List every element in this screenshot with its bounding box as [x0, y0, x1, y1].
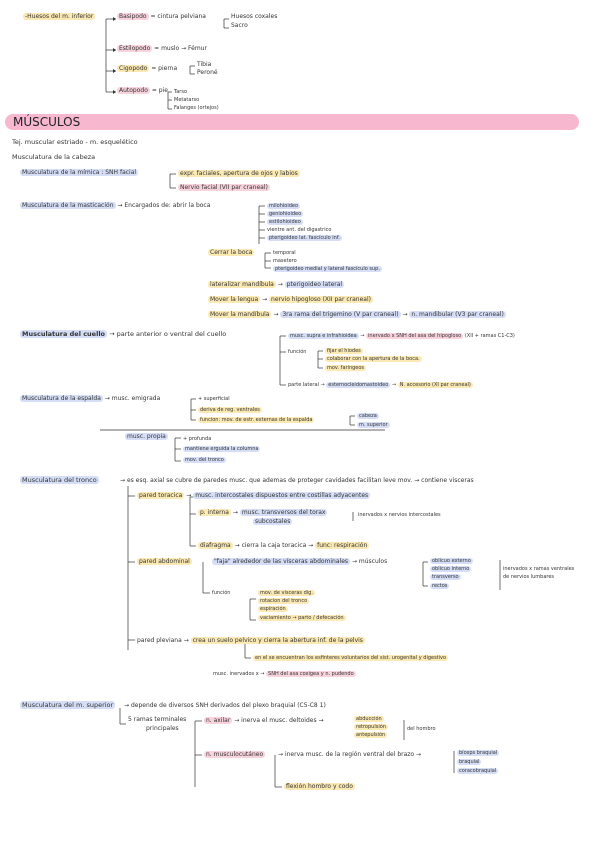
cuello-funcion: función [288, 349, 307, 355]
autopodo: Autopodo = pie [119, 87, 168, 94]
basipodo-item: Huesos coxales [231, 13, 278, 20]
cuello-musc: musc. supra e infrahioidea → inervado x SNH del asa del hipogloso (XII + ramas C1-C3) [290, 333, 515, 339]
flexion-label: flexión hombro y codo [286, 783, 353, 790]
autopodo-item: Tarso [174, 89, 188, 95]
abrir-item: estilohioideo [269, 219, 301, 225]
mover-mandibula-label: Mover la mandíbula → 3ra rama del trigemino (V par craneal) → n. mandibular (V3 par craneal) [210, 311, 504, 318]
principales-label: principales [146, 725, 179, 732]
musculocutaneo-item: coracobraquial [459, 768, 497, 774]
espalda-func-item: m. superior [359, 422, 388, 428]
section-banner [5, 114, 579, 130]
abd-funcion-item: mov. de visceras dig. [260, 590, 313, 596]
abd-funcion-item: vaciamiento → parto / defecación [260, 615, 344, 621]
ramas-label: 5 ramas terminales [128, 716, 187, 723]
espalda-label: Musculatura de la espalda → musc. emigrada [22, 395, 161, 402]
musculocutaneo-desc: → inerva musc. de la región ventral del brazo → [278, 751, 422, 758]
espalda-derivo: deriva de reg. ventrales [200, 407, 260, 413]
abd-funcion-item: espiración [260, 606, 286, 612]
musculocutaneo-item: bíceps braquial [459, 750, 498, 756]
abrir-item: milohioideo [269, 203, 299, 209]
cuello-lateral: parte lateral → esternocleidomastoideo → N. accesorio (XI par craneal) [288, 382, 471, 388]
abd-item: transverso [432, 574, 459, 580]
cerrar-item: masetero [273, 258, 297, 264]
cabeza-heading: Musculatura de la cabeza [12, 153, 96, 161]
diafragma-label: diafragma → cierra la caja toracica → func: respiración [200, 542, 368, 549]
p-interna-nervios: inervados x nervios intercostales [358, 512, 441, 518]
basipodo: Basipodo = cintura pelviana [119, 13, 206, 20]
hombro-label: del hombro [407, 726, 436, 732]
musculocutaneo-item: braquial [459, 759, 480, 765]
mimica-item: Nervio facial (VII par craneal) [180, 184, 268, 191]
mover-lengua-label: Mover la lengua → nervio hipogloso (XII par craneal) [210, 296, 371, 303]
abd-funcion: función [212, 590, 231, 596]
espalda-superficial: + superficial [198, 396, 230, 402]
cuello-funcion-item: fijar el hiodes [327, 348, 361, 354]
superior-desc: → depende de diversos SNH derivados del plexo braquial (C5-C8 1) [124, 702, 326, 709]
axilar-item: antepulsión [356, 732, 386, 738]
cuello-label: Musculatura del cuello → parte anterior o ventral del cuello [22, 330, 227, 338]
espalda-propia-item: mantiene erguida la columna [185, 446, 259, 452]
estilopodo: Estilopodo = muslo → Fémur [119, 45, 207, 52]
abrir-item: vientre ant. del digastrico [267, 227, 332, 233]
abd-funcion-item: rotacion del tronco [260, 598, 308, 604]
pelviana-desc2: en el se encuentran los esfinteres voluntarios del sist. urogenital y digestivo [255, 655, 447, 661]
tronco-label: Musculatura del tronco [22, 476, 97, 484]
espalda-func-item: cabeza [359, 413, 377, 419]
cerrar-item: temporal [273, 250, 296, 256]
cuello-funcion-item: colaborar con la apertura de la boca. [327, 356, 420, 362]
axilar-item: retropulsión [356, 724, 386, 730]
abd-inerv: inervados x ramas ventrales [503, 566, 575, 572]
cigopodo-item: Peroné [197, 69, 218, 76]
masticacion-label: Musculatura de la masticación → Encargados de: abrir la boca [22, 202, 211, 209]
espalda-propia-item: + profunda [183, 436, 212, 442]
espalda-propia-item: mov. del tronco [185, 457, 224, 463]
cigopodo-item: Tibia [197, 61, 212, 68]
abd-item: oblicuo interno [432, 566, 470, 572]
abd-inerv2: de nervios lumbares [503, 574, 555, 580]
cerrar-item: pterigoideo medial y lateral fascículo sup. [275, 266, 380, 272]
cigopodo: Cigopodo = pierna [119, 65, 178, 72]
espalda-propia: musc. propia [127, 433, 166, 440]
faja-desc: "faja" alrededor de las vísceras abdominales → músculos [214, 558, 388, 565]
axilar-item: abducción [356, 716, 382, 722]
p-interna-label: p. interna → musc. transversos del torax [200, 509, 326, 516]
autopodo-item: Falanges (ortejos) [174, 105, 219, 111]
tronco-desc: → es esq. axial se cubre de paredes musc. que ademas de proteger cavidades facilitan leve mov. → contiene visceras [120, 477, 474, 484]
abrir-item: geniohioideo [269, 211, 302, 217]
pelviana-label: pared pleviana → crea un suelo pelvico y cierra la abertura inf. de la pelvis [137, 637, 363, 644]
abdominal-label: pared abdominal [139, 558, 190, 565]
cuello-funcion-item: mov. faringeos [327, 365, 365, 371]
bones-root: -Huesos del m. inferior [25, 13, 94, 20]
p-interna-musc2: subcostales [255, 518, 291, 525]
axilar-label: n. axilar → inerva el musc. deltoides → [206, 717, 324, 724]
musculocutaneo-label: n. musculocutáneo [206, 751, 264, 758]
superior-label: Musculatura del m. superior [22, 701, 114, 709]
mimica-label: Musculatura de la mímica : SNH facial [22, 169, 137, 176]
section-title: MÚSCULOS [13, 115, 81, 129]
abd-item: rectos [432, 583, 448, 589]
espalda-funcion: funcion: mov. de estr. externas de la espalda [200, 417, 313, 423]
pelviana-inerv: musc. inervados x → SNH del asa coxigea y n. pudendo [213, 671, 354, 677]
toracica-label: pared toracica → musc. intercostales dispuestos entre costillas adyacentes [139, 492, 369, 499]
lateralizar-label: lateralizar mandíbula → pterigoideo lateral [210, 281, 343, 288]
autopodo-item: Metatarso [174, 97, 200, 103]
tejido-text: Tej. muscular estriado - m. esquelético [12, 138, 138, 146]
basipodo-item: Sacro [231, 22, 248, 29]
mimica-item: expr. faciales, apertura de ojos y labios [180, 170, 298, 177]
abd-item: oblicuo externo [432, 558, 471, 564]
abrir-item: pterigoideo lat. fascículo inf. [269, 235, 340, 241]
cerrar-label: Cerrar la boca [210, 249, 253, 256]
